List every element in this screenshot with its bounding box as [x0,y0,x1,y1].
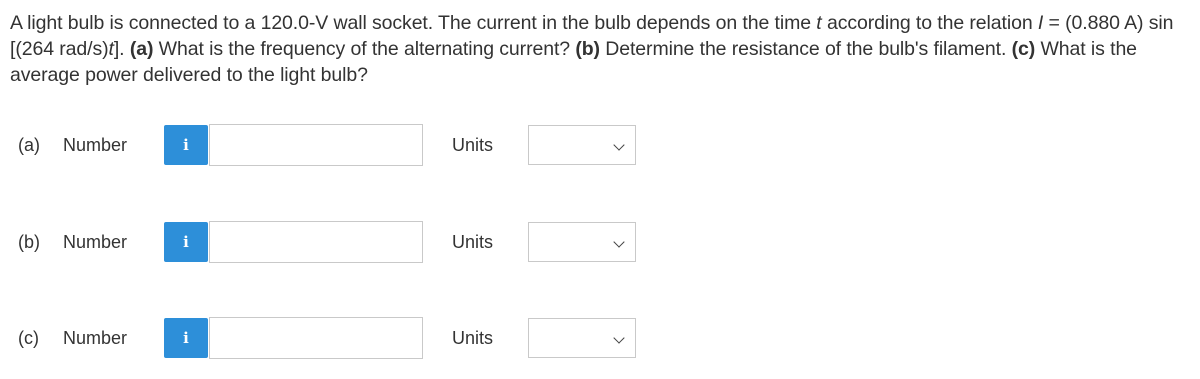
chevron-down-icon [613,332,624,343]
part-c-question: What is the average power delivered to the light bulb? [10,38,1137,86]
units-select-c[interactable] [528,318,636,358]
number-label-c: Number [63,328,128,348]
question-segment: ]. [113,38,130,60]
number-label-b: Number [63,232,128,252]
units-label-a: Units [452,135,494,155]
part-c-tag: (c) [1011,38,1036,60]
part-label-c: (c) [18,328,39,348]
part-b-question: Determine the resistance of the bulb's filament. [599,38,1012,60]
question-text [10,10,1190,88]
question-segment: according to the relation [821,12,1038,34]
answer-row-b [0,220,1200,264]
variable-i: I [1037,12,1044,34]
units-label-c: Units [452,328,494,348]
part-a-tag: (a) [129,38,154,60]
info-glyph: i [183,135,189,154]
number-input-b[interactable] [209,221,423,263]
units-select-b[interactable] [528,222,636,262]
part-b-tag: (b) [575,38,600,60]
answer-row-a [0,123,1200,167]
number-label-a: Number [63,135,128,155]
info-icon[interactable] [164,125,208,165]
question-segment: = (0.880 A) sin [(264 rad/s) [10,12,1174,60]
number-input-a[interactable] [209,124,423,166]
info-icon[interactable] [164,222,208,262]
info-glyph: i [183,232,189,251]
info-glyph: i [183,328,189,347]
part-a-question: What is the frequency of the alternating current? [153,38,576,60]
question-segment: A light bulb is connected to a 120.0-V wall socket. The current in the bulb depends on the time [10,12,817,34]
units-label-b: Units [452,232,494,252]
chevron-down-icon [613,139,624,150]
info-icon[interactable] [164,318,208,358]
answer-row-c [0,316,1200,360]
variable-t: t [816,12,822,34]
chevron-down-icon [613,236,624,247]
part-label-a: (a) [18,135,40,155]
number-input-c[interactable] [209,317,423,359]
units-select-a[interactable] [528,125,636,165]
part-label-b: (b) [18,232,40,252]
variable-t: t [108,38,114,60]
